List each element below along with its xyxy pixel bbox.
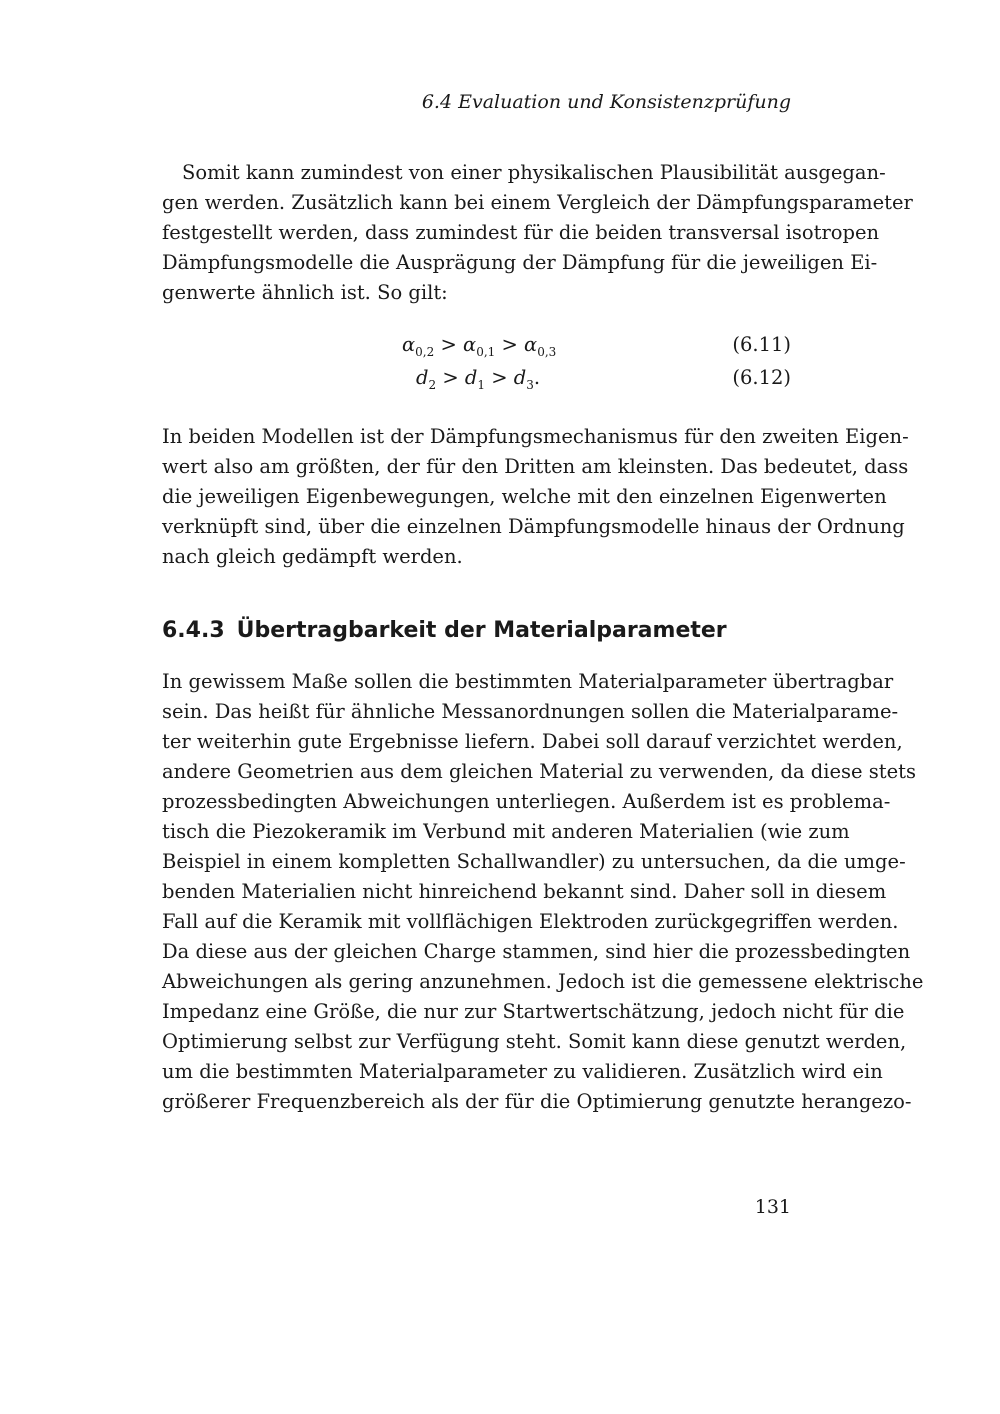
equation-body xyxy=(416,366,540,392)
equation-body xyxy=(402,333,556,359)
text-line: ter weiterhin gute Ergebnisse liefern. Dabei soll darauf verzichtet werden, xyxy=(162,730,903,753)
equation-operator: . xyxy=(533,366,541,389)
equation-variable: $d_2$ xyxy=(416,366,437,392)
text-line: Fall auf die Keramik mit vollflächigen Elektroden zurückgegriffen werden. xyxy=(162,910,899,933)
text-line: die jeweiligen Eigenbewegungen, welche mit den einzelnen Eigenwerten xyxy=(162,485,887,508)
text-line: Beispiel in einem kompletten Schallwandler) zu untersuchen, da die umge- xyxy=(162,850,906,873)
text-line: Dämpfungsmodelle die Ausprägung der Dämpfung für die jeweiligen Ei- xyxy=(162,251,878,274)
paragraph-plausibility xyxy=(162,158,913,308)
text-line: um die bestimmten Materialparameter zu validieren. Zusätzlich wird ein xyxy=(162,1060,883,1083)
text-line: wert also am größten, der für den Dritten am kleinsten. Das bedeutet, dass xyxy=(162,455,909,478)
paragraph-damping-order xyxy=(162,422,909,572)
equation-subscript: 0,3 xyxy=(537,344,557,359)
text-line: In beiden Modellen ist der Dämpfungsmechanismus für den zweiten Eigen- xyxy=(162,425,909,448)
equation-subscript: 3 xyxy=(526,377,534,392)
text-line: nach gleich gedämpft werden. xyxy=(162,545,463,568)
text-line: prozessbedingten Abweichungen unterliegen. Außerdem ist es problema- xyxy=(162,790,891,813)
section-number: 6.4.3 xyxy=(162,618,225,643)
equation-variable: $\alpha_{0,2}$ xyxy=(402,333,435,359)
equation-number: (6.12) xyxy=(732,366,791,389)
text-line: In gewissem Maße sollen die bestimmten Materialparameter übertragbar xyxy=(162,670,894,693)
text-line: genwerte ähnlich ist. So gilt: xyxy=(162,281,448,304)
equation-operator: > xyxy=(495,333,525,356)
equation-subscript: 0,1 xyxy=(476,344,496,359)
equation-operator: > xyxy=(434,333,464,356)
equation-subscript: 0,2 xyxy=(415,344,435,359)
section-title: Übertragbarkeit der Materialparameter xyxy=(236,618,727,643)
equation-6-12 xyxy=(162,366,791,396)
text-line: sein. Das heißt für ähnliche Messanordnungen sollen die Materialparame- xyxy=(162,700,899,723)
text-line: verknüpft sind, über die einzelnen Dämpfungsmodelle hinaus der Ordnung xyxy=(162,515,905,538)
text-line: tisch die Piezokeramik im Verbund mit anderen Materialien (wie zum xyxy=(162,820,850,843)
paragraph-transferability xyxy=(162,667,924,1117)
running-head: 6.4 Evaluation und Konsistenzprüfung xyxy=(421,91,791,113)
equation-variable: $\alpha_{0,1}$ xyxy=(463,333,496,359)
text-line: Abweichungen als gering anzunehmen. Jedoch ist die gemessene elektrische xyxy=(162,970,924,993)
equation-operator: > xyxy=(485,366,514,389)
equation-variable: $d_3$ xyxy=(513,366,534,392)
equation-6-11 xyxy=(162,333,791,363)
section-heading xyxy=(162,618,727,643)
equation-number: (6.11) xyxy=(732,333,791,356)
text-line: größerer Frequenzbereich als der für die Optimierung genutzte herangezo- xyxy=(162,1090,912,1113)
text-line: festgestellt werden, dass zumindest für die beiden transversal isotropen xyxy=(162,221,880,244)
text-line: benden Materialien nicht hinreichend bekannt sind. Daher soll in diesem xyxy=(162,880,887,903)
equation-subscript: 2 xyxy=(428,377,437,392)
text-line: Impedanz eine Größe, die nur zur Startwertschätzung, jedoch nicht für die xyxy=(162,1000,905,1023)
equation-operator: > xyxy=(436,366,465,389)
text-line: Da diese aus der gleichen Charge stammen, sind hier die prozessbedingten xyxy=(162,940,911,963)
text-line: andere Geometrien aus dem gleichen Material zu verwenden, da diese stets xyxy=(162,760,917,783)
text-line: Optimierung selbst zur Verfügung steht. Somit kann diese genutzt werden, xyxy=(162,1030,907,1053)
page-number: 131 xyxy=(754,1196,791,1218)
equation-variable: $d_1$ xyxy=(464,366,485,392)
text-line: Somit kann zumindest von einer physikalischen Plausibilität ausgegan- xyxy=(182,161,886,184)
text-line: gen werden. Zusätzlich kann bei einem Vergleich der Dämpfungsparameter xyxy=(162,191,913,214)
equation-variable: $\alpha_{0,3}$ xyxy=(524,333,557,359)
equation-subscript: 1 xyxy=(477,377,485,392)
